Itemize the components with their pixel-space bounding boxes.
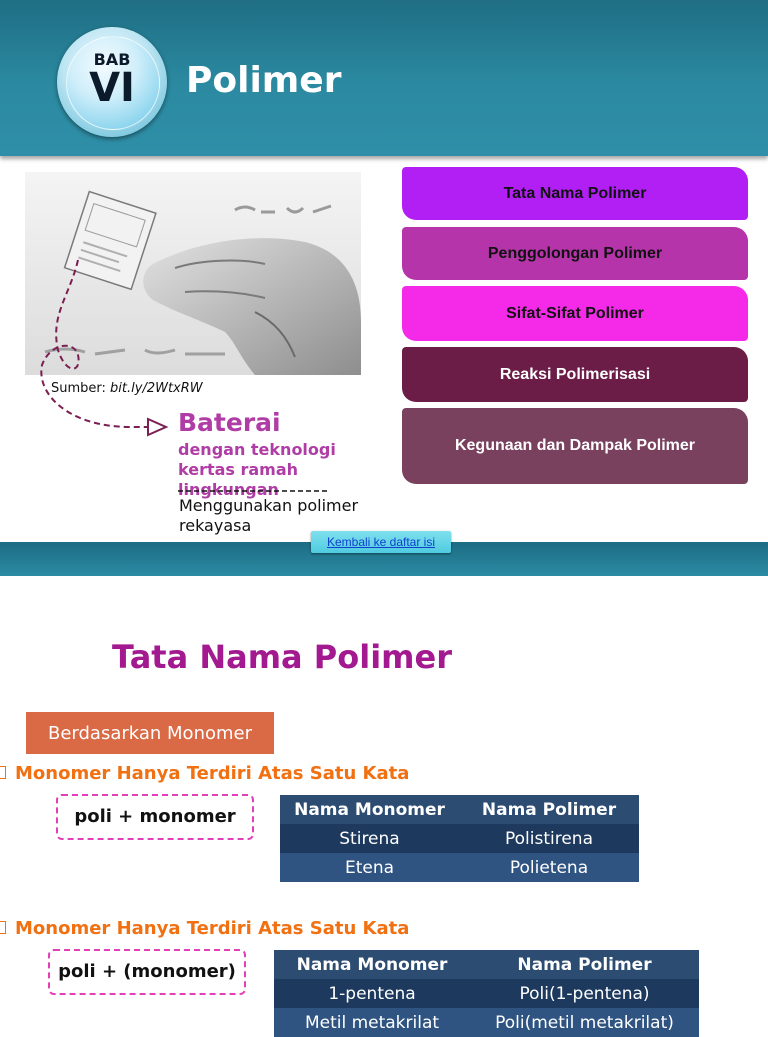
checkbox-bullet-icon (0, 766, 6, 779)
table-cell: Poli(1-pentena) (470, 979, 699, 1008)
menu-label: Penggolongan Polimer (487, 244, 663, 262)
column-header: Nama Polimer (459, 795, 639, 824)
rule-heading (0, 763, 409, 784)
photo-source (51, 381, 203, 396)
table-row (274, 1008, 699, 1037)
table-cell: Polistirena (459, 824, 639, 853)
chapter-label: BAB (93, 50, 131, 69)
table-row (274, 979, 699, 1008)
menu-label: Kegunaan dan Dampak Polimer (454, 437, 696, 454)
rule-heading-text: Monomer Hanya Terdiri Atas Satu Kata (15, 763, 410, 784)
formula-text: poli + monomer (74, 806, 236, 827)
intro-subheading: dengan teknologi kertas ramah lingkungan (178, 440, 336, 499)
menu-tata-nama[interactable] (402, 167, 748, 220)
category-label: Berdasarkan Monomer (26, 712, 274, 754)
table-cell: Metil metakrilat (274, 1008, 470, 1037)
column-header: Nama Monomer (274, 950, 470, 979)
table-row (280, 853, 639, 882)
monomer-table (280, 795, 639, 882)
menu-penggolongan[interactable] (402, 227, 748, 280)
rule-heading (0, 918, 409, 939)
page-title: Polimer (186, 60, 342, 101)
menu-label: Sifat-Sifat Polimer (506, 304, 644, 322)
strikethrough-line (178, 488, 330, 494)
table-cell: 1-pentena (274, 979, 470, 1008)
menu-sifat[interactable] (402, 286, 748, 341)
menu-label: Tata Nama Polimer (503, 184, 647, 202)
table-cell: Etena (280, 853, 459, 882)
table-cell: Polietena (459, 853, 639, 882)
formula-box (56, 794, 254, 840)
dashed-connector-arrow (30, 255, 170, 440)
rule-heading-text: Monomer Hanya Terdiri Atas Satu Kata (15, 918, 410, 939)
menu-label: Reaksi Polimerisasi (499, 365, 651, 383)
formula-text: poli + (monomer) (58, 961, 236, 982)
source-link[interactable]: bit.ly/2WtxRW (110, 381, 203, 396)
menu-kegunaan[interactable] (402, 408, 748, 484)
menu-reaksi[interactable] (402, 347, 748, 402)
intro-revision: Menggunakan polimer rekayasa (179, 496, 359, 535)
back-to-contents-link[interactable]: Kembali ke daftar isi (311, 531, 451, 553)
column-header: Nama Polimer (470, 950, 699, 979)
column-header: Nama Monomer (280, 795, 459, 824)
section-title: Tata Nama Polimer (112, 638, 452, 676)
table-cell: Stirena (280, 824, 459, 853)
intro-heading: Baterai (178, 408, 281, 437)
chapter-number: VI (89, 65, 135, 111)
checkbox-bullet-icon (0, 921, 6, 934)
table-row (280, 824, 639, 853)
table-cell: Poli(metil metakrilat) (470, 1008, 699, 1037)
formula-box (48, 949, 246, 995)
source-label: Sumber: (51, 381, 106, 396)
